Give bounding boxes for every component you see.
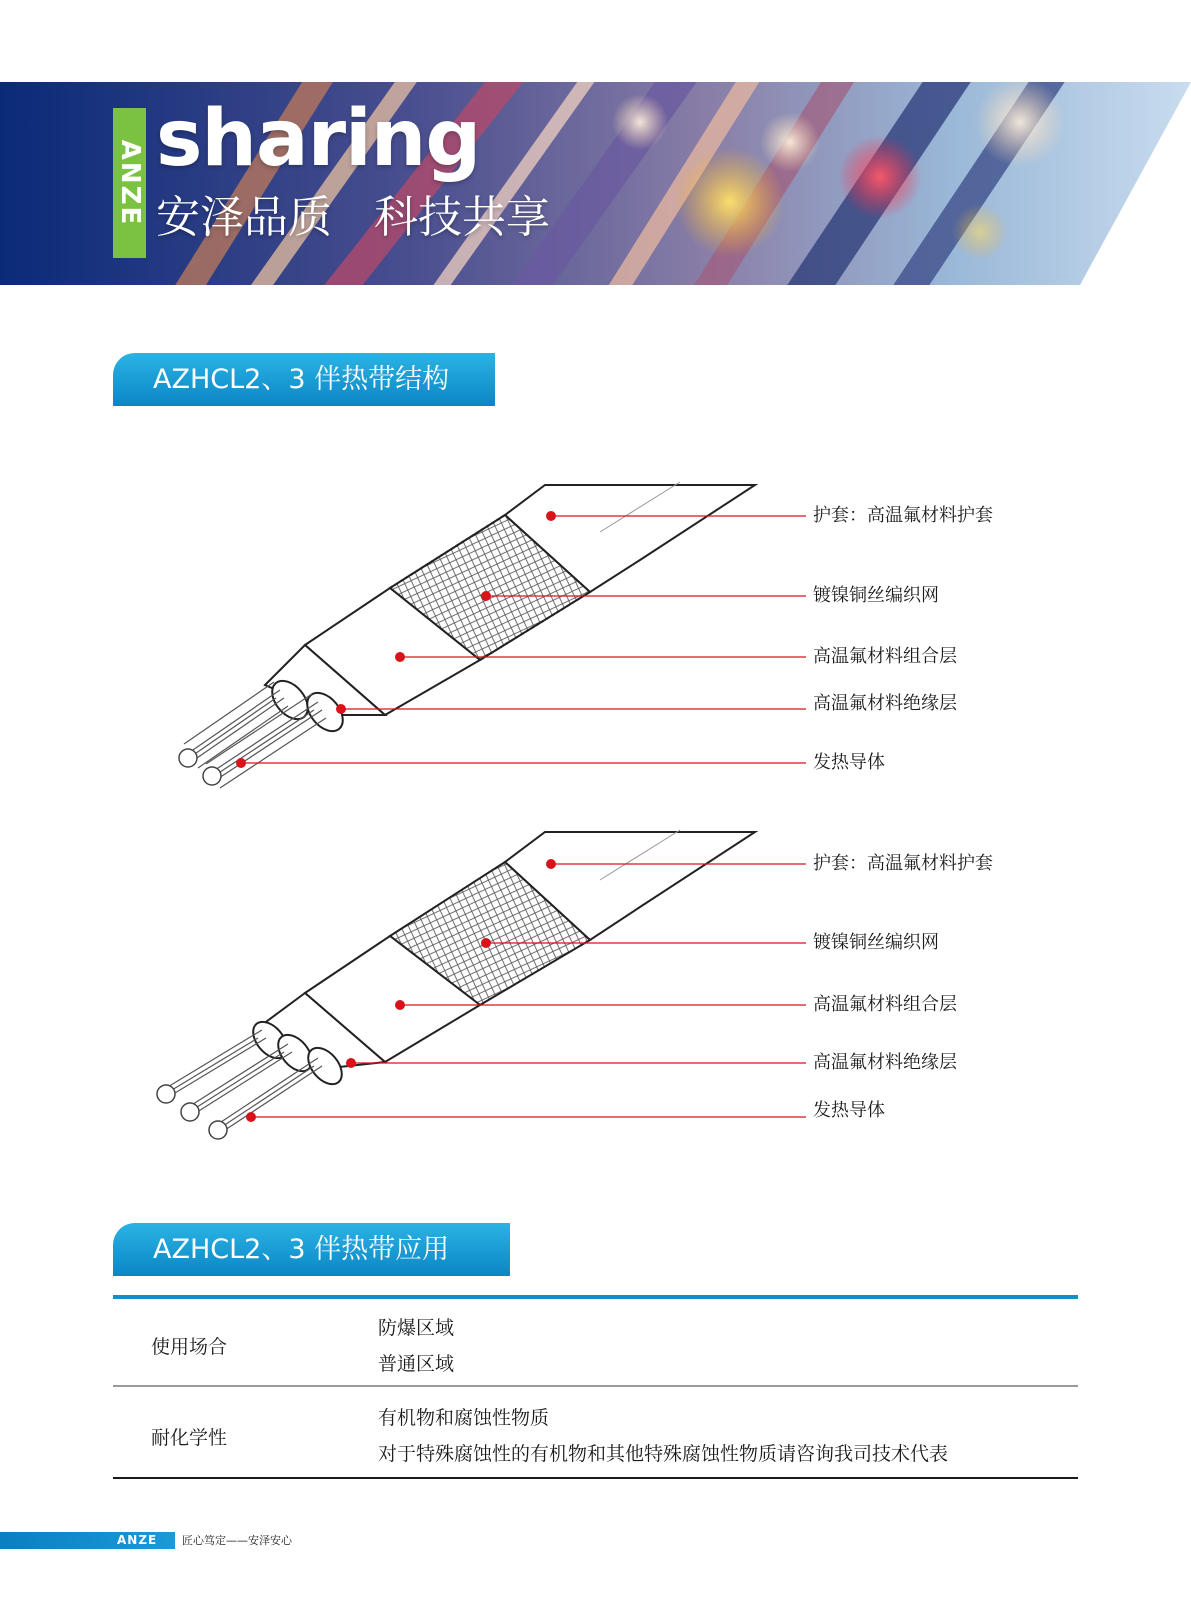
label-inner-layer-2core: 高温氟材料组合层 <box>813 646 957 667</box>
table-bottom-rule <box>113 1477 1078 1479</box>
table-row-divider <box>113 1385 1078 1387</box>
section-title-structure: AZHCL2、3 伴热带结构 <box>113 353 495 406</box>
cable-drawing <box>157 830 755 1139</box>
row-header-chemical: 耐化学性 <box>151 1427 228 1449</box>
row-header-usage: 使用场合 <box>151 1336 228 1358</box>
label-conductor-2core: 发热导体 <box>813 752 885 773</box>
footer-logo: ANZE <box>117 1533 158 1547</box>
label-braid-2core: 镀镍铜丝编织网 <box>813 585 939 606</box>
label-jacket-3core: 护套：高温氟材料护套 <box>813 853 993 874</box>
label-braid-3core: 镀镍铜丝编织网 <box>813 932 939 953</box>
row-value-usage-2: 普通区域 <box>378 1353 455 1375</box>
label-insulation-2core: 高温氟材料绝缘层 <box>813 693 957 714</box>
table-top-rule <box>113 1295 1078 1299</box>
label-insulation-3core: 高温氟材料绝缘层 <box>813 1052 957 1073</box>
row-value-chemical-1: 有机物和腐蚀性物质 <box>378 1407 550 1429</box>
brand-logo-text: ANZE <box>114 139 145 227</box>
banner-slogan: 安泽品质 科技共享 <box>156 192 550 243</box>
banner-headline: sharing <box>156 94 481 184</box>
row-value-chemical-2: 对于特殊腐蚀性的有机物和其他特殊腐蚀性物质请咨询我司技术代表 <box>378 1443 949 1465</box>
label-conductor-3core: 发热导体 <box>813 1100 885 1121</box>
row-value-usage-1: 防爆区域 <box>378 1317 455 1339</box>
label-jacket-2core: 护套：高温氟材料护套 <box>813 505 993 526</box>
section-title-application: AZHCL2、3 伴热带应用 <box>113 1223 510 1276</box>
label-inner-layer-3core: 高温氟材料组合层 <box>813 994 957 1015</box>
footer-tagline: 匠心笃定——安泽安心 <box>182 1534 292 1547</box>
